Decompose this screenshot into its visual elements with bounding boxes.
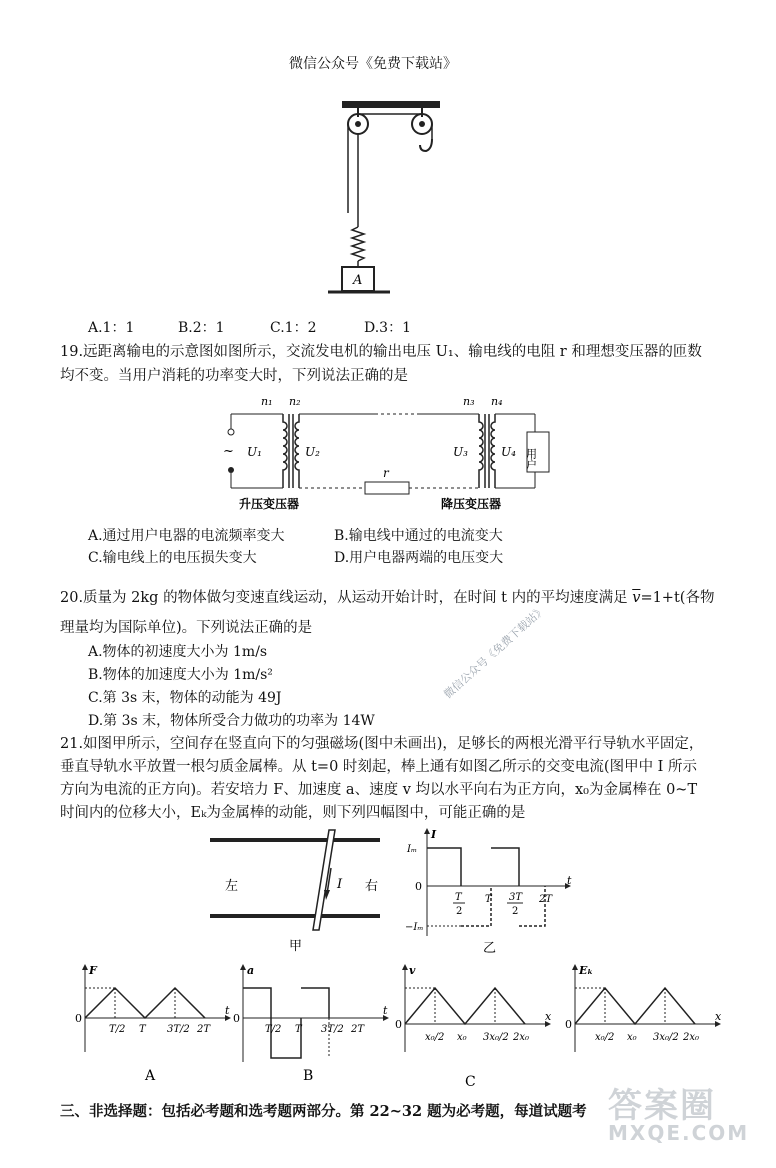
q19-option-b: B.输电线中通过的电流变大 [334,528,503,544]
svg-text:T/2: T/2 [265,1024,282,1035]
v-bar: $\overline{v}$ [632,590,641,606]
q19-stem-line2: 均不变。当用户消耗的功率变大时，下列说法正确的是 [60,368,408,384]
block-a-label: A [353,273,363,288]
svg-text:T: T [139,1024,146,1035]
q20-option-d: D.第 3s 末，物体所受合力做功的功率为 14W [88,713,375,729]
watermark-logo [608,1078,768,1162]
q18-option-a: A.1：1 [88,320,135,336]
yi-tick-3t-over-2: 3T [509,892,523,903]
figure-yi-current [405,826,575,956]
graph-a-caption: A [145,1068,156,1084]
q19-option-a: A.通过用户电器的电流频率变大 [88,528,285,544]
q20-stem-line2: 理量均为国际单位)。下列说法正确的是 [60,620,313,636]
graph-a-force-time [75,964,231,1084]
u2-label: U₂ [305,445,320,459]
svg-text:x₀: x₀ [627,1032,637,1043]
page-header: 微信公众号《免费下载站》 [289,56,457,72]
svg-text:Eₖ: Eₖ [579,964,594,977]
svg-text:3T/2: 3T/2 [167,1024,190,1035]
yi-tick-2t: 2T [539,894,553,905]
yi-tick-t: T [485,894,492,905]
svg-text:2x₀: 2x₀ [683,1032,700,1043]
figure-jia-rails [205,828,385,956]
svg-text:3T/2: 3T/2 [321,1024,344,1035]
option-graphs [65,962,745,1090]
svg-text:F: F [89,964,97,977]
step-down-label: 降压变压器 [441,497,502,511]
watermark-logo-sub: MXQE.COM [608,1121,750,1145]
svg-text:2x₀: 2x₀ [513,1032,530,1043]
step-up-label: 升压变压器 [239,497,300,511]
q21-stem-line4: 时间内的位移大小，Eₖ为金属棒的动能，则下列四幅图中，可能正确的是 [60,805,526,821]
q21-stem-line1: 21.如图甲所示，空间存在竖直向下的匀强磁场(图中未画出)，足够长的两根光滑平行导轨水平固定， [60,736,704,752]
svg-text:2T: 2T [351,1024,365,1035]
watermark-logo-text: 答案圈 [608,1086,716,1126]
svg-text:2: 2 [456,906,463,917]
svg-text:x₀/2: x₀/2 [425,1032,445,1043]
q20-option-c: C.第 3s 末，物体的动能为 49J [88,690,282,706]
n1-label: n₁ [261,395,273,408]
svg-text:x₀/2: x₀/2 [595,1032,615,1043]
section-3-heading: 三、非选择题：包括必考题和选考题两部分。第 22~32 题为必考题，每道试题考 [60,1103,587,1120]
q18-option-c: C.1：2 [270,320,317,336]
svg-text:v: v [409,964,416,977]
diagonal-watermark: 微信公众号《免费下载站》 [441,603,549,702]
q19-option-c: C.输电线上的电压损失变大 [88,550,257,566]
svg-text:x: x [545,1010,552,1023]
yi-zero: 0 [415,880,422,893]
graph-c-caption: C [465,1074,476,1090]
pulley-figure [320,95,460,305]
n2-label: n₂ [289,395,301,408]
transmission-circuit-figure [215,392,565,514]
svg-text:0: 0 [565,1018,572,1031]
graph-c-velocity-position [395,964,552,1090]
svg-text:2T: 2T [197,1024,211,1035]
yi-im: Iₘ [407,844,418,855]
graph-b-caption: B [303,1068,314,1084]
q20-option-a: A.物体的初速度大小为 1m/s [88,644,268,660]
svg-text:t: t [225,1004,230,1017]
yi-t-axis: t [567,874,572,887]
q20-option-b: B.物体的加速度大小为 1m/s² [88,667,273,683]
svg-text:T/2: T/2 [109,1024,126,1035]
yi-i-axis: I [431,828,437,841]
u3-label: U₃ [453,445,468,459]
yi-tick-t-over-2: T [455,892,462,903]
svg-text:x: x [715,1010,722,1023]
q21-stem-line2: 垂直导轨水平放置一根匀质金属棒。从 t=0 时刻起，棒上通有如图乙所示的交变电流(图甲中 I 所示 [60,759,698,775]
q18-option-b: B.2：1 [178,320,225,336]
figure-jia-caption: 甲 [289,939,303,954]
right-label: 右 [365,879,379,894]
svg-text:0: 0 [233,1012,240,1025]
n4-label: n₄ [491,395,503,408]
svg-text:t: t [383,1004,388,1017]
q20-stem-line1: 20.质量为 2kg 的物体做匀变速直线运动，从运动开始计时，在时间 t 内的平均速度满足 $\overline{v}=1+t$(各物 [60,590,715,606]
user-label: 用户 [524,448,538,470]
svg-text:x₀: x₀ [457,1032,467,1043]
svg-text:2: 2 [512,906,519,917]
svg-text:0: 0 [75,1012,82,1025]
q19-option-d: D.用户电器两端的电压变大 [334,550,504,566]
n3-label: n₃ [463,395,475,408]
q21-stem-line3: 方向为电流的正方向)。若安培力 F、加速度 a、速度 v 均以水平向右为正方向，x₀为金属棒在 0~T [60,782,698,798]
svg-text:3x₀/2: 3x₀/2 [653,1032,679,1043]
q18-option-d: D.3：1 [364,320,411,336]
graph-d-kinetic-energy-position [565,964,722,1052]
ac-symbol: ~ [223,444,234,459]
u4-label: U₄ [501,445,516,459]
svg-text:3x₀/2: 3x₀/2 [483,1032,509,1043]
left-label: 左 [225,879,239,894]
q19-stem-line1: 19.远距离输电的示意图如图所示，交流发电机的输出电压 U₁、输电线的电阻 r 和理想变压器的匝数 [60,344,702,360]
svg-text:0: 0 [395,1018,402,1031]
yi-neg-im: −Iₘ [405,922,424,933]
figure-yi-caption: 乙 [483,941,497,956]
svg-text:a: a [247,964,255,977]
current-i-label: I [337,877,343,892]
r-label: r [383,466,389,480]
svg-text:T: T [295,1024,302,1035]
graph-b-acceleration-time [233,964,389,1084]
u1-label: U₁ [247,445,262,459]
